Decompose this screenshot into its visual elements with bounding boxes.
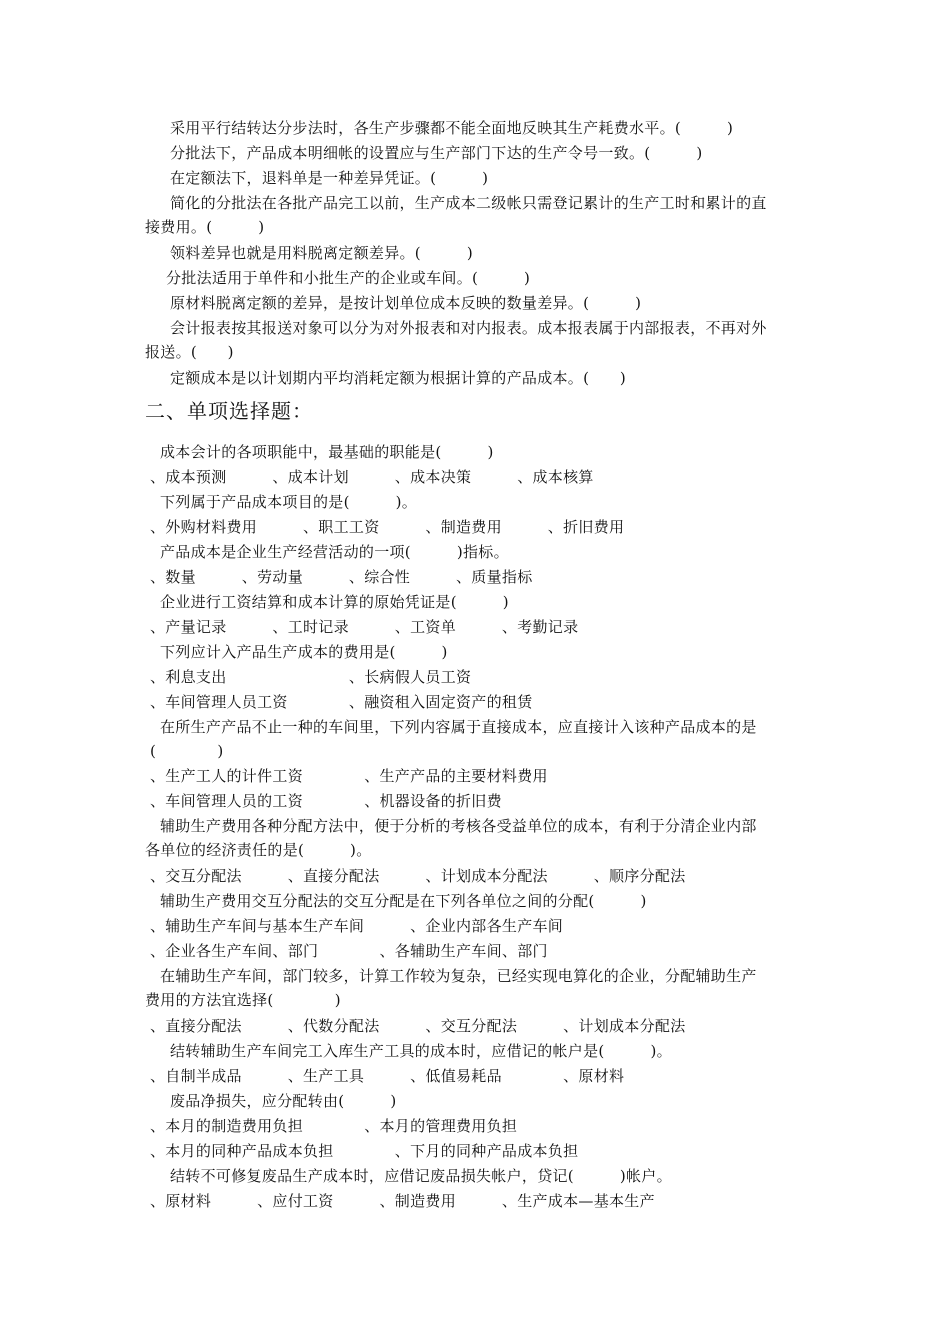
question-8-options-row-1: 、辅助生产车间与基本生产车间 、企业内部各生产车间 xyxy=(150,917,564,935)
question-10-options: 、自制半成品 、生产工具 、低值易耗品 、原材料 xyxy=(150,1067,625,1085)
true-false-item-9: 定额成本是以计划期内平均消耗定额为根据计算的产品成本。( ) xyxy=(170,369,627,387)
question-9-line-1: 在辅助生产车间，部门较多，计算工作较为复杂，已经实现电算化的企业，分配辅助生产 xyxy=(160,967,757,985)
true-false-item-1: 采用平行结转达分步法时，各生产步骤都不能全面地反映其生产耗费水平。( ) xyxy=(170,119,734,137)
question-6-options-row-2: 、车间管理人员的工资 、机器设备的折旧费 xyxy=(150,792,502,810)
question-11-options-row-1: 、本月的制造费用负担 、本月的管理费用负担 xyxy=(150,1117,518,1135)
question-3-options: 、数量 、劳动量 、综合性 、质量指标 xyxy=(150,568,533,586)
question-7-options: 、交互分配法 、直接分配法 、计划成本分配法 、顺序分配法 xyxy=(150,867,686,885)
true-false-item-2: 分批法下，产品成本明细帐的设置应与生产部门下达的生产令号一致。( ) xyxy=(170,144,703,162)
question-9-options: 、直接分配法 、代数分配法 、交互分配法 、计划成本分配法 xyxy=(150,1017,686,1035)
question-6-options-row-1: 、生产工人的计件工资 、生产产品的主要材料费用 xyxy=(150,767,548,785)
question-9-line-2: 费用的方法宜选择( ) xyxy=(145,991,341,1009)
true-false-item-4-line-1: 简化的分批法在各批产品完工以前，生产成本二级帐只需登记累计的生产工时和累计的直 xyxy=(170,194,767,212)
question-11: 废品净损失，应分配转由( ) xyxy=(170,1092,397,1110)
true-false-item-5: 领料差异也就是用料脱离定额差异。( ) xyxy=(170,244,474,262)
true-false-item-8-line-1: 会计报表按其报送对象可以分为对外报表和对内报表。成本报表属于内部报表，不再对外 xyxy=(170,319,767,337)
question-12: 结转不可修复废品生产成本时，应借记废品损失帐户，贷记( )帐户。 xyxy=(170,1167,672,1185)
question-4: 企业进行工资结算和成本计算的原始凭证是( ) xyxy=(160,593,509,611)
true-false-item-4-line-2: 接费用。( ) xyxy=(145,218,265,236)
question-7-line-2: 各单位的经济责任的是( )。 xyxy=(145,841,372,859)
question-2: 下列属于产品成本项目的是( )。 xyxy=(160,493,418,511)
question-12-options: 、原材料 、应付工资 、制造费用 、生产成本—基本生产 xyxy=(150,1192,655,1210)
true-false-item-3: 在定额法下，退料单是一种差异凭证。( ) xyxy=(170,169,489,187)
true-false-item-6: 分批法适用于单件和小批生产的企业或车间。( ) xyxy=(166,269,531,287)
question-5-options-row-2: 、车间管理人员工资 、融资租入固定资产的租赁 xyxy=(150,693,533,711)
question-6-line-2: ( ) xyxy=(150,742,224,760)
question-8: 辅助生产费用交互分配法的交互分配是在下列各单位之间的分配( ) xyxy=(160,892,647,910)
question-5-options-row-1: 、利息支出 、长病假人员工资 xyxy=(150,668,472,686)
question-3: 产品成本是企业生产经营活动的一项( )指标。 xyxy=(160,543,509,561)
question-4-options: 、产量记录 、工时记录 、工资单 、考勤记录 xyxy=(150,618,579,636)
question-5: 下列应计入产品生产成本的费用是( ) xyxy=(160,643,448,661)
question-8-options-row-2: 、企业各生产车间、部门 、各辅助生产车间、部门 xyxy=(150,942,548,960)
question-1: 成本会计的各项职能中，最基础的职能是( ) xyxy=(160,443,494,461)
question-11-options-row-2: 、本月的同种产品成本负担 、下月的同种产品成本负担 xyxy=(150,1142,579,1160)
true-false-item-7: 原材料脱离定额的差异，是按计划单位成本反映的数量差异。( ) xyxy=(170,294,642,312)
true-false-item-8-line-2: 报送。( ) xyxy=(145,343,234,361)
question-7-line-1: 辅助生产费用各种分配方法中，便于分析的考核各受益单位的成本，有利于分清企业内部 xyxy=(160,817,757,835)
question-2-options: 、外购材料费用 、职工工资 、制造费用 、折旧费用 xyxy=(150,518,625,536)
question-10: 结转辅助生产车间完工入库生产工具的成本时，应借记的帐户是( )。 xyxy=(170,1042,672,1060)
section-heading: 二、单项选择题： xyxy=(145,399,313,423)
question-1-options: 、成本预测 、成本计划 、成本决策 、成本核算 xyxy=(150,468,594,486)
question-6-line-1: 在所生产产品不止一种的车间里，下列内容属于直接成本，应直接计入该种产品成本的是 xyxy=(160,718,757,736)
